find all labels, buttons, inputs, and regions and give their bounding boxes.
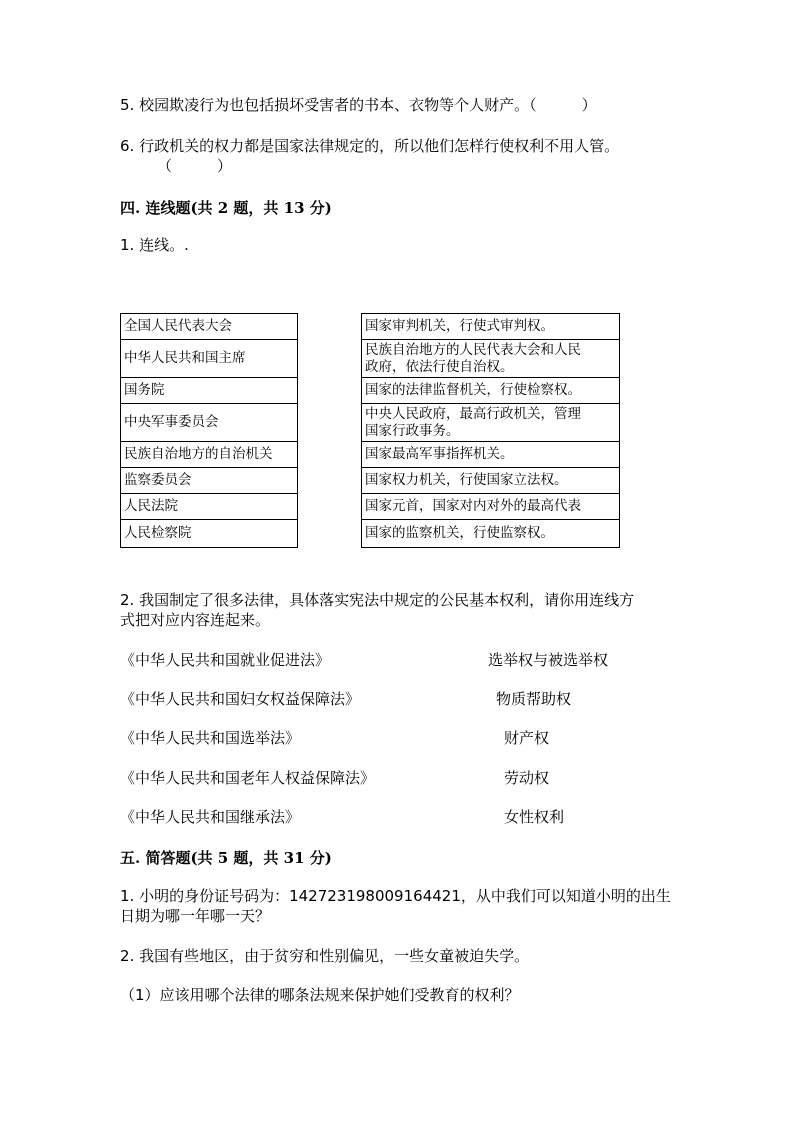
section-4-title: 四. 连线题(共 2 题，共 13 分) [120, 199, 332, 217]
left-match-table [120, 313, 298, 548]
left-match-item: 民族自治地方的自治机关 [121, 442, 298, 468]
short-answer-question-2: 2. 我国有些地区，由于贫穷和性别偏见，一些女童被迫失学。 [120, 947, 530, 965]
short-answer-question-2-sub-1: （1）应该用哪个法律的哪条法规来保护她们受教育的权利？ [120, 986, 520, 1004]
law-item: 《中华人民共和国妇女权益保障法》 [120, 690, 361, 708]
section-5-title: 五. 简答题(共 5 题，共 31 分) [120, 849, 332, 867]
law-item: 《中华人民共和国老年人权益保障法》 [120, 769, 376, 787]
right-match-item: 国家权力机关，行使国家立法权。 [362, 468, 620, 494]
tf-question-5: 5. 校园欺凌行为也包括损坏受害者的书本、衣物等个人财产。（ ） [120, 96, 597, 114]
right-match-item: 国家最高军事指挥机关。 [362, 442, 620, 468]
left-match-item: 监察委员会 [121, 468, 298, 494]
tf-question-6-answer-blank: （ ） [157, 157, 233, 175]
short-answer-question-1-cont: 日期为哪一年哪一天？ [120, 907, 271, 925]
left-match-item: 国务院 [121, 378, 298, 404]
right-match-item: 国家的法律监督机关，行使检察权。 [362, 378, 620, 404]
left-match-item: 中华人民共和国主席 [121, 340, 298, 378]
right-match-item: 国家元首，国家对内对外的最高代表 [362, 494, 620, 520]
right-match-item: 中央人民政府，最高行政机关，管理 国家行政事务。 [362, 404, 620, 442]
right-match-item: 国家审判机关，行使式审判权。 [362, 314, 620, 340]
left-match-item: 全国人民代表大会 [121, 314, 298, 340]
matching-question-2-prompt: 2. 我国制定了很多法律，具体落实宪法中规定的公民基本权利，请你用连线方 [120, 591, 635, 609]
law-item: 《中华人民共和国就业促进法》 [120, 651, 331, 669]
matching-question-1-prompt: 1. 连线。. [120, 236, 189, 254]
law-item: 《中华人民共和国继承法》 [120, 808, 301, 826]
right-item: 女性权利 [504, 808, 565, 826]
left-match-item: 人民检察院 [121, 520, 298, 548]
right-item: 物质帮助权 [496, 690, 572, 708]
tf-question-6: 6. 行政机关的权力都是国家法律规定的，所以他们怎样行使权利不用人管。 [120, 137, 620, 155]
right-item: 选举权与被选举权 [488, 651, 609, 669]
right-match-table [361, 313, 620, 548]
left-match-item: 人民法院 [121, 494, 298, 520]
right-item: 劳动权 [504, 769, 550, 787]
matching-question-2-prompt-cont: 式把对应内容连起来。 [120, 611, 271, 629]
left-match-item: 中央军事委员会 [121, 404, 298, 442]
right-item: 财产权 [504, 729, 550, 747]
short-answer-question-1: 1. 小明的身份证号码为：142723198009164421，从中我们可以知道小明的出生 [120, 887, 671, 905]
law-item: 《中华人民共和国选举法》 [120, 729, 301, 747]
right-match-item: 国家的监察机关，行使监察权。 [362, 520, 620, 548]
right-match-item: 民族自治地方的人民代表大会和人民 政府，依法行使自治权。 [362, 340, 620, 378]
